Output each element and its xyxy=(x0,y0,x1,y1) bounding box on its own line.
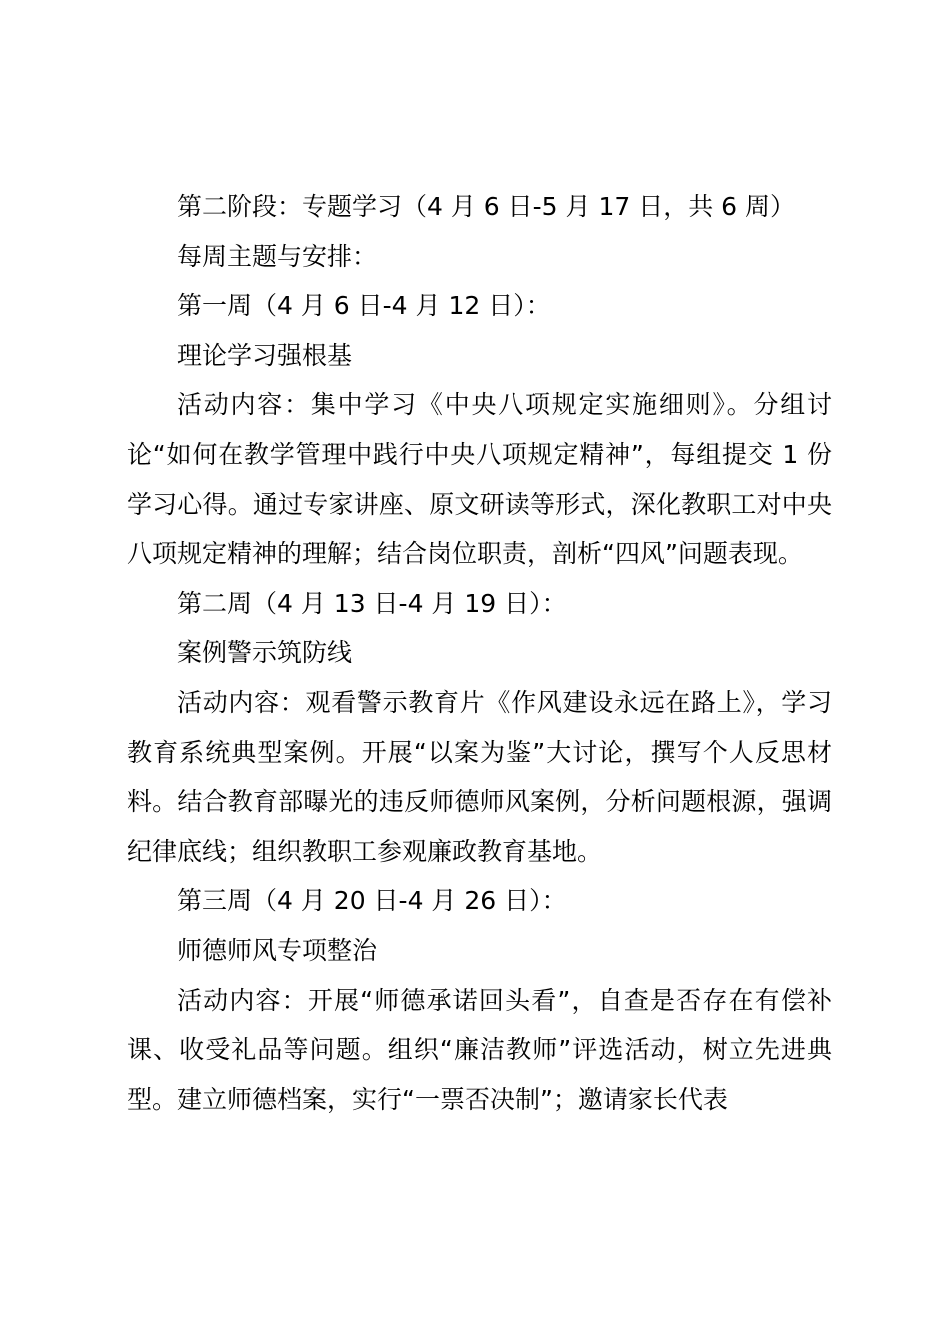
week-3-theme: 师德师风专项整治 xyxy=(177,935,378,965)
week-2-heading: 第二周（4 月 13 日-4 月 19 日）： xyxy=(177,588,567,618)
week-2-theme: 案例警示筑防线 xyxy=(177,638,353,668)
week-2-activity: 活动内容：观看警示教育片《作风建设永远在路上》，学习教育系统典型案例。开展“以案为鉴”大讨论，撰写个人反思材料。结合教育部曝光的违反师德师风案例，分析问题根源，强调纪律底线；组织教职工参观廉政教育基地。 xyxy=(127,687,832,866)
week-3-activity: 活动内容：开展“师德承诺回头看”，自查是否存在有偿补课、收受礼品等问题。组织“廉洁教师”评选活动，树立先进典型。建立师德档案，实行“一票否决制”；邀请家长代表 xyxy=(127,985,832,1114)
stage-heading: 第二阶段：专题学习（4 月 6 日-5 月 17 日，共 6 周） xyxy=(177,192,796,221)
weekly-theme-heading: 每周主题与安排： xyxy=(177,241,378,271)
week-3-heading: 第三周（4 月 20 日-4 月 26 日）： xyxy=(177,886,567,916)
week-1-activity: 活动内容：集中学习《中央八项规定实施细则》。分组讨论“如何在教学管理中践行中央八项规定精神”，每组提交 1 份学习心得。通过专家讲座、原文研读等形式，深化教职工对中央八项规定精神的理解；结合岗位职责，剖析“四风”问题表现。 xyxy=(127,390,832,569)
document-body xyxy=(127,182,832,1124)
week-1-theme: 理论学习强根基 xyxy=(177,340,353,370)
week-1-heading: 第一周（4 月 6 日-4 月 12 日）： xyxy=(177,291,551,321)
